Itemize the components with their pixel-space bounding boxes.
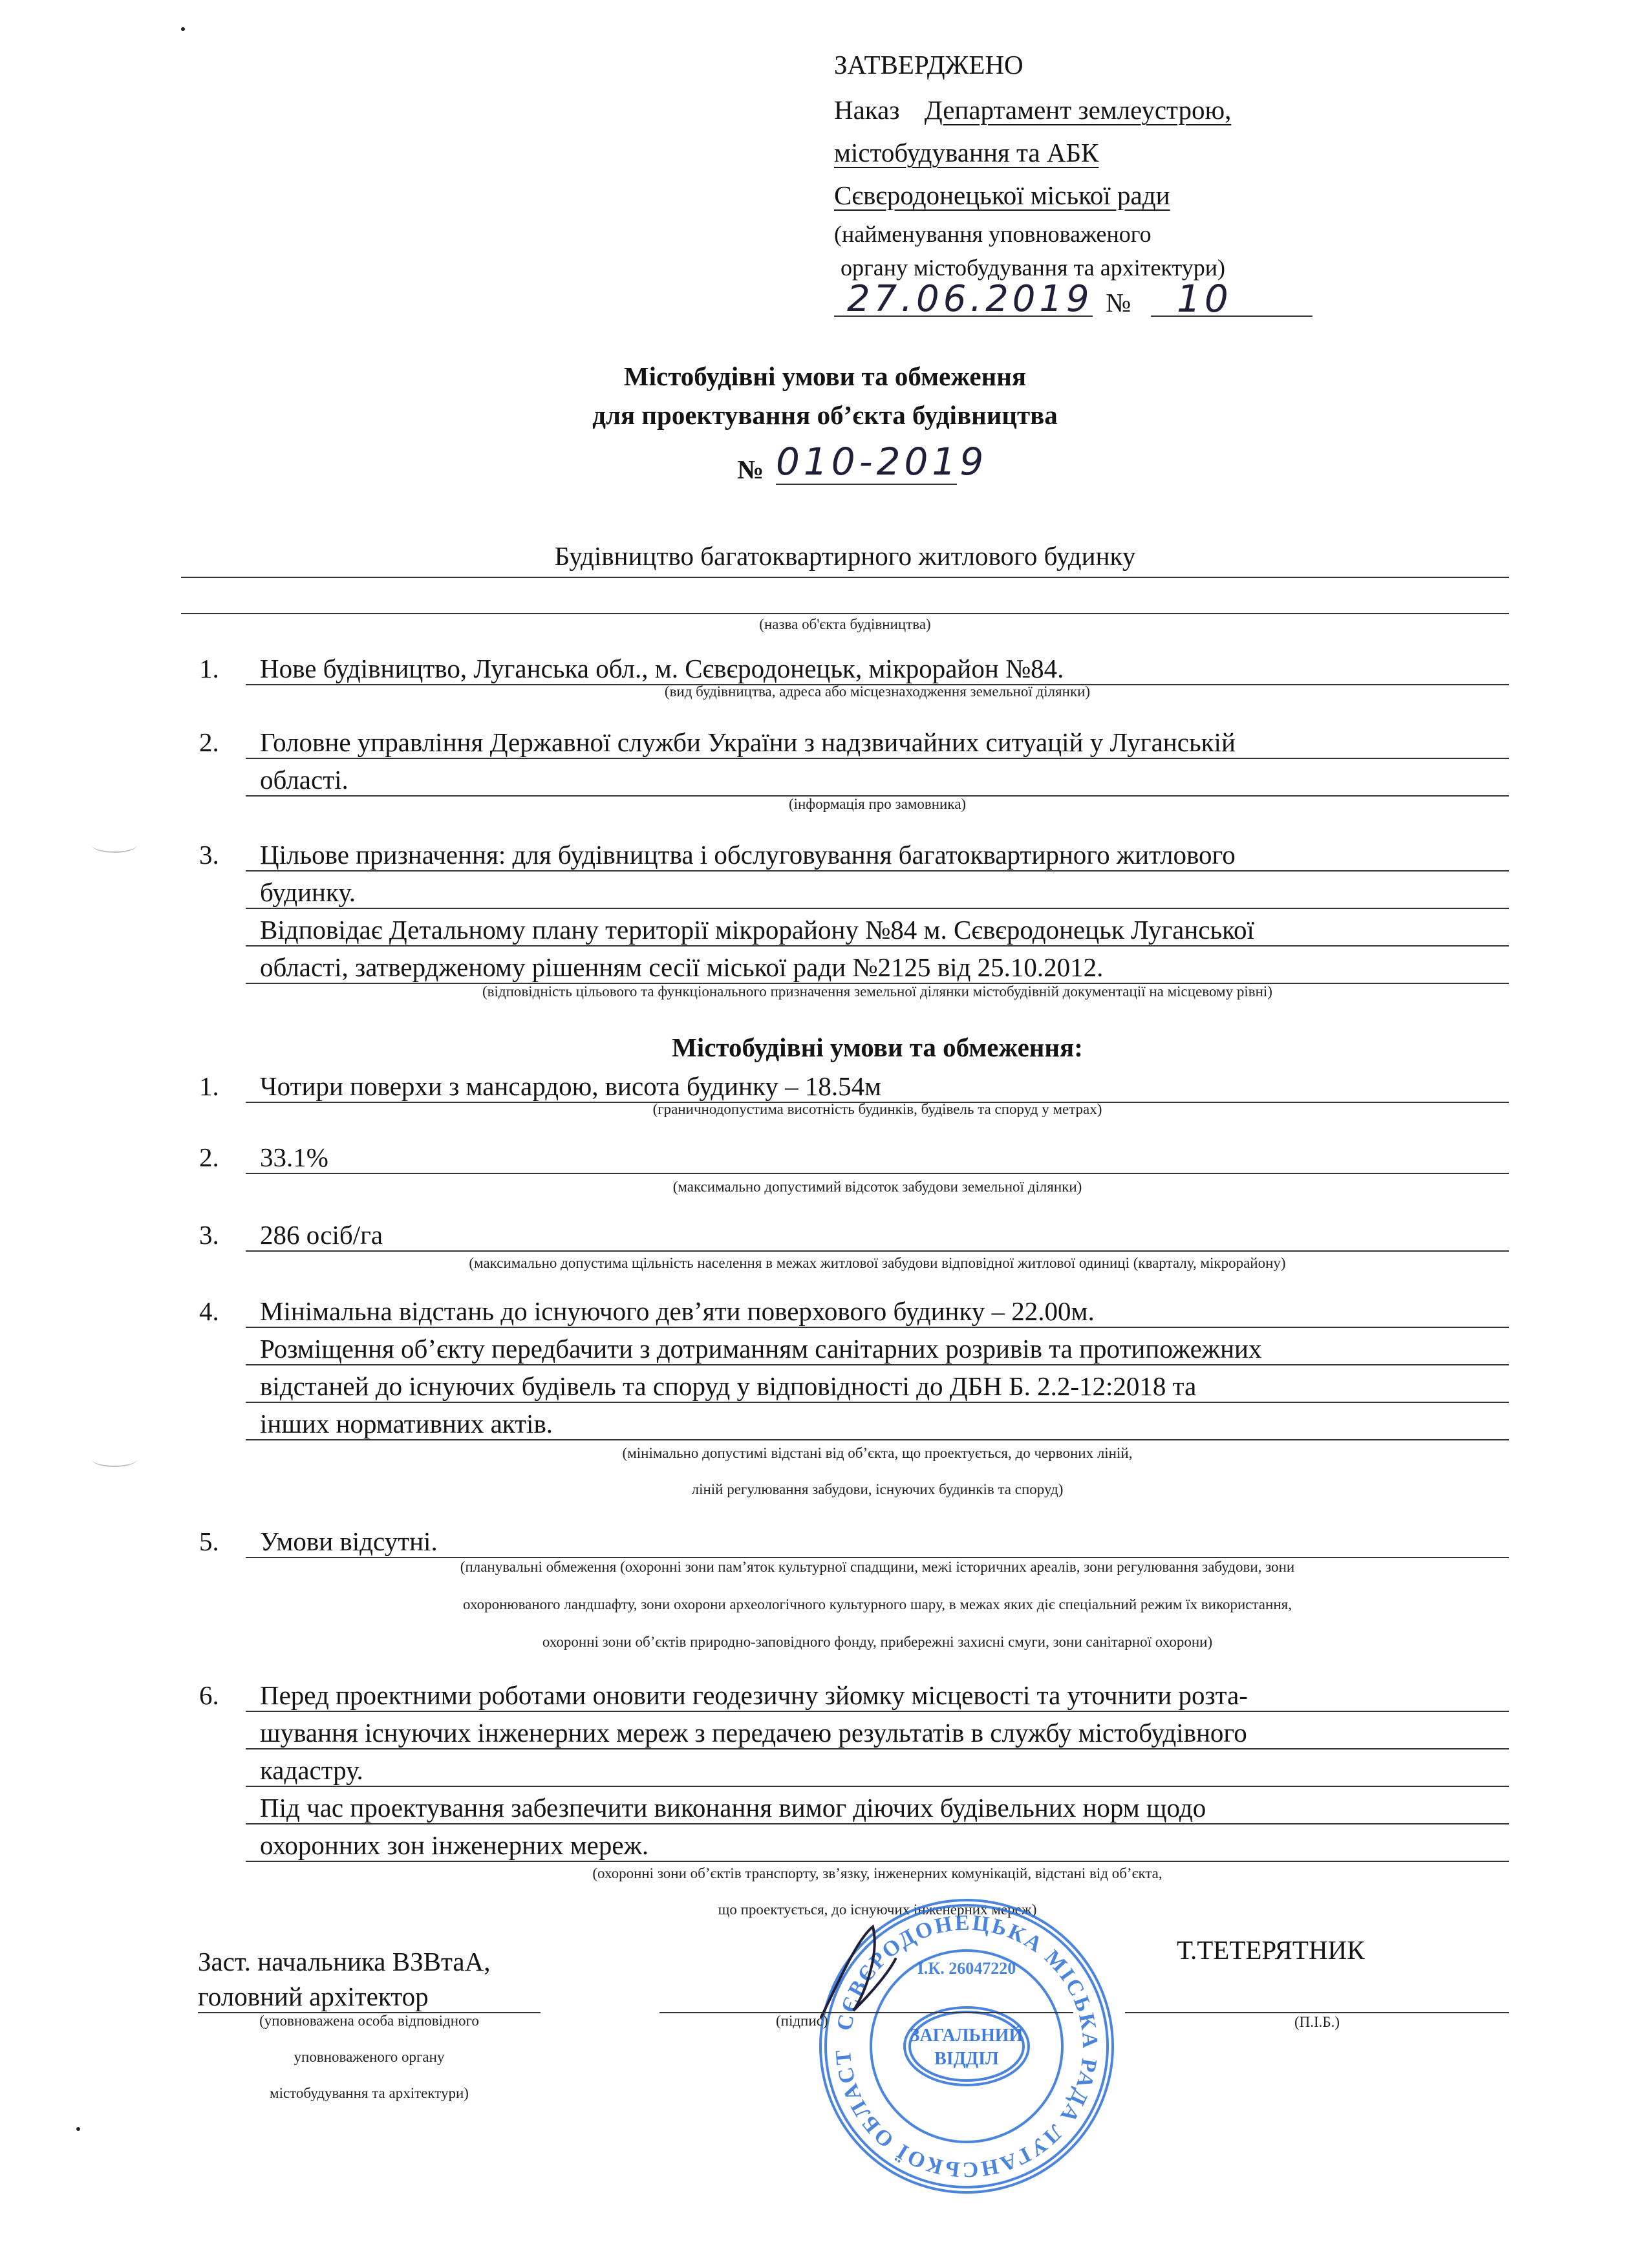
condition-4-caption-2: ліній регулювання забудови, існуючих будинків та споруд): [691, 1481, 1064, 1497]
condition-2-line-1: 33.1%: [260, 1142, 328, 1172]
fold-mark: [92, 1451, 137, 1467]
object-name-rule-2: [181, 613, 1509, 614]
condition-4-number: 4.: [199, 1296, 219, 1326]
general-item-2-rule-1: [246, 758, 1509, 759]
authority-hint-1: (найменування уповноваженого: [834, 221, 1152, 247]
authority-line-2: містобудування та АБК: [834, 138, 1099, 167]
condition-4-rule-2: [246, 1364, 1509, 1365]
condition-6-line-5: охоронних зон інженерних мереж.: [260, 1830, 649, 1860]
scan-speck: [76, 2127, 80, 2131]
condition-6-rule-5: [246, 1861, 1509, 1862]
order-line: [834, 94, 1231, 125]
general-item-3-number: 3.: [199, 840, 219, 870]
signer-position-line-2: головний архітектор: [198, 1982, 429, 2011]
condition-3-caption: (максимально допустима щільність населення в межах житлової забудови відповідної житлової одиниці (кварталу, мікрорайону): [469, 1255, 1286, 1271]
condition-4-line-4: інших нормативних актів.: [260, 1409, 553, 1439]
general-item-1-line-1: Нове будівництво, Луганська обл., м. Сєвєродонецьк, мікрорайон №84.: [260, 654, 1064, 683]
condition-6-line-2: шування існуючих інженерних мереж з передачею результатів в службу містобудівного: [260, 1718, 1247, 1748]
condition-4-line-2: Розміщення обʼєкту передбачити з дотриманням санітарних розривів та протипожежних: [260, 1334, 1262, 1364]
general-item-2-number: 2.: [199, 727, 219, 757]
general-item-1-caption: (вид будівництва, адреса або місцезнаходження земельної ділянки): [664, 683, 1091, 700]
object-name-caption: (назва об'єкта будівництва): [759, 616, 931, 632]
general-item-2-caption: (інформація про замовника): [788, 796, 967, 812]
signer-position-line-1: Заст. начальника ВЗВтаА,: [198, 1947, 491, 1976]
general-item-3-caption: (відповідність цільового та функціонального призначення земельної ділянки містобудівній документації на місцевому рівні): [482, 983, 1272, 1000]
condition-6-line-4: Під час проектування забезпечити виконання вимог діючих будівельних норм щодо: [260, 1793, 1206, 1823]
general-item-3-rule-2: [246, 908, 1509, 909]
authority-hint-2: органу містобудування та архітектури): [841, 255, 1225, 281]
authority-line-3: Сєвєродонецької міської ради: [834, 180, 1170, 210]
condition-4-caption-1: (мінімально допустимі відстані від об’єкта, що проектується, до червоних ліній,: [622, 1445, 1133, 1461]
general-item-3-line-4: області, затвердженому рішенням сесії міської ради №2125 від 25.10.2012.: [260, 952, 1104, 982]
condition-4-line-3: відстаней до існуючих будівель та споруд у відповідності до ДБН Б. 2.2-12:2018 та: [260, 1371, 1197, 1401]
condition-6-line-1: Перед проектними роботами оновити геодезичну зйомку місцевості та уточнити розта-: [260, 1680, 1248, 1710]
condition-3-number: 3.: [199, 1220, 219, 1250]
condition-5-caption-3: охоронні зони об’єктів природно-заповідного фонду, прибережні захисні смуги, зони санітарної охорони): [542, 1634, 1213, 1650]
condition-4-rule-3: [246, 1402, 1509, 1403]
condition-4-line-1: Мінімальна відстань до існуючого девʼяти поверхового будинку – 22.00м.: [260, 1296, 1095, 1326]
general-item-3-line-3: Відповідає Детальному плану території мікрорайону №84 м. Сєвєродонецьк Луганської: [260, 915, 1254, 945]
general-item-2-line-1: Головне управління Державної служби України з надзвичайних ситуацій у Луганській: [260, 727, 1236, 757]
order-number-label: №: [1106, 288, 1131, 317]
fold-mark: [92, 837, 137, 853]
object-name-rule: [181, 577, 1509, 578]
condition-6-rule-2: [246, 1748, 1509, 1749]
general-item-3-rule-1: [246, 870, 1509, 872]
handwritten-signature: [802, 1914, 905, 2024]
doc-number: 010-2019: [776, 440, 988, 484]
authority-line-1: Департамент землеустрою,: [924, 95, 1232, 125]
condition-5-caption-2: охоронюваного ландшафту, зони охорони археологічного культурного шару, в межах яких діє спеціальний режим їх використання,: [463, 1596, 1292, 1612]
condition-6-number: 6.: [199, 1680, 219, 1710]
condition-5-line-1: Умови відсутні.: [260, 1526, 438, 1556]
signature-caption: (підпис): [776, 2013, 828, 2029]
signature-rule: [659, 2012, 1073, 2013]
condition-1-number: 1.: [199, 1071, 219, 1101]
order-date-underline: [834, 316, 1093, 317]
signer-position-caption-1: (уповноважена особа відповідного: [259, 2013, 479, 2029]
condition-1-caption: (граничнодопустима висотність будинків, будівель та споруд у метрах): [652, 1101, 1102, 1117]
condition-6-line-3: кадастру.: [260, 1755, 363, 1785]
condition-1-line-1: Чотири поверхи з мансардою, висота будинку – 18.54м: [260, 1071, 882, 1101]
condition-6-rule-3: [246, 1786, 1509, 1787]
condition-5-caption-1: (планувальні обмеження (охоронні зони пам’яток культурної спадщини, межі історичних ареалів, зони регулювання забудови, зони: [460, 1559, 1295, 1575]
doc-number-underline: [776, 484, 957, 485]
svg-text:І.К. 26047220: І.К. 26047220: [917, 1959, 1016, 1978]
general-item-3-line-1: Цільове призначення: для будівництва і обслуговування багатоквартирного житлового: [260, 840, 1236, 870]
condition-3-rule: [246, 1250, 1509, 1252]
general-item-3-line-2: будинку.: [260, 877, 356, 907]
condition-2-rule: [246, 1173, 1509, 1174]
condition-2-number: 2.: [199, 1142, 219, 1172]
doc-title-line-2: для проектування об’єкта будівництва: [592, 400, 1058, 430]
svg-text:ЗАГАЛЬНИЙ: ЗАГАЛЬНИЙ: [910, 2026, 1023, 2046]
signer-position-caption-3: містобудування та архітектури): [270, 2085, 469, 2101]
condition-6-rule-1: [246, 1711, 1509, 1712]
doc-title-line-1: Містобудівні умови та обмеження: [623, 361, 1027, 391]
order-date: 27.06.2019: [847, 278, 1093, 320]
order-label: Наказ: [834, 95, 900, 125]
condition-4-rule-4: [246, 1439, 1509, 1440]
general-item-2-line-2: області.: [260, 765, 348, 795]
condition-6-rule-4: [246, 1823, 1509, 1824]
signer-name: Т.ТЕТЕРЯТНИК: [1177, 1935, 1365, 1965]
approved-label: ЗАТВЕРДЖЕНО: [834, 50, 1023, 80]
condition-6-caption-1: (охоронні зони об’єктів транспорту, зв’язку, інженерних комунікацій, відстані від об’єкта,: [592, 1865, 1162, 1881]
object-name: Будівництво багатоквартирного житлового будинку: [554, 541, 1136, 571]
conditions-heading: Містобудівні умови та обмеження:: [672, 1032, 1083, 1062]
condition-5-number: 5.: [199, 1526, 219, 1556]
svg-text:СЄВЄРОДОНЕЦЬКА МІСЬКА РАДА ЛУГ: СЄВЄРОДОНЕЦЬКА МІСЬКА РАДА ЛУГАНСЬКОЇ ОБЛАСТ: [831, 1910, 1102, 2182]
condition-6-caption-2: що проектується, до існуючих інженерних мереж): [718, 1901, 1037, 1918]
signer-name-caption: (П.І.Б.): [1294, 2014, 1340, 2030]
general-item-1-number: 1.: [199, 654, 219, 683]
order-number: 10: [1177, 277, 1232, 321]
order-number-underline: [1151, 316, 1312, 317]
signer-position-caption-2: уповноваженого органу: [294, 2049, 445, 2065]
doc-number-label: №: [737, 455, 764, 484]
general-item-3-rule-3: [246, 945, 1509, 947]
scan-speck: [181, 27, 185, 31]
condition-2-caption: (максимально допустимий відсоток забудови земельної ділянки): [672, 1179, 1082, 1195]
condition-4-rule-1: [246, 1327, 1509, 1328]
svg-text:ВІДДІЛ: ВІДДІЛ: [934, 2049, 999, 2069]
condition-3-line-1: 286 осіб/га: [260, 1220, 383, 1250]
